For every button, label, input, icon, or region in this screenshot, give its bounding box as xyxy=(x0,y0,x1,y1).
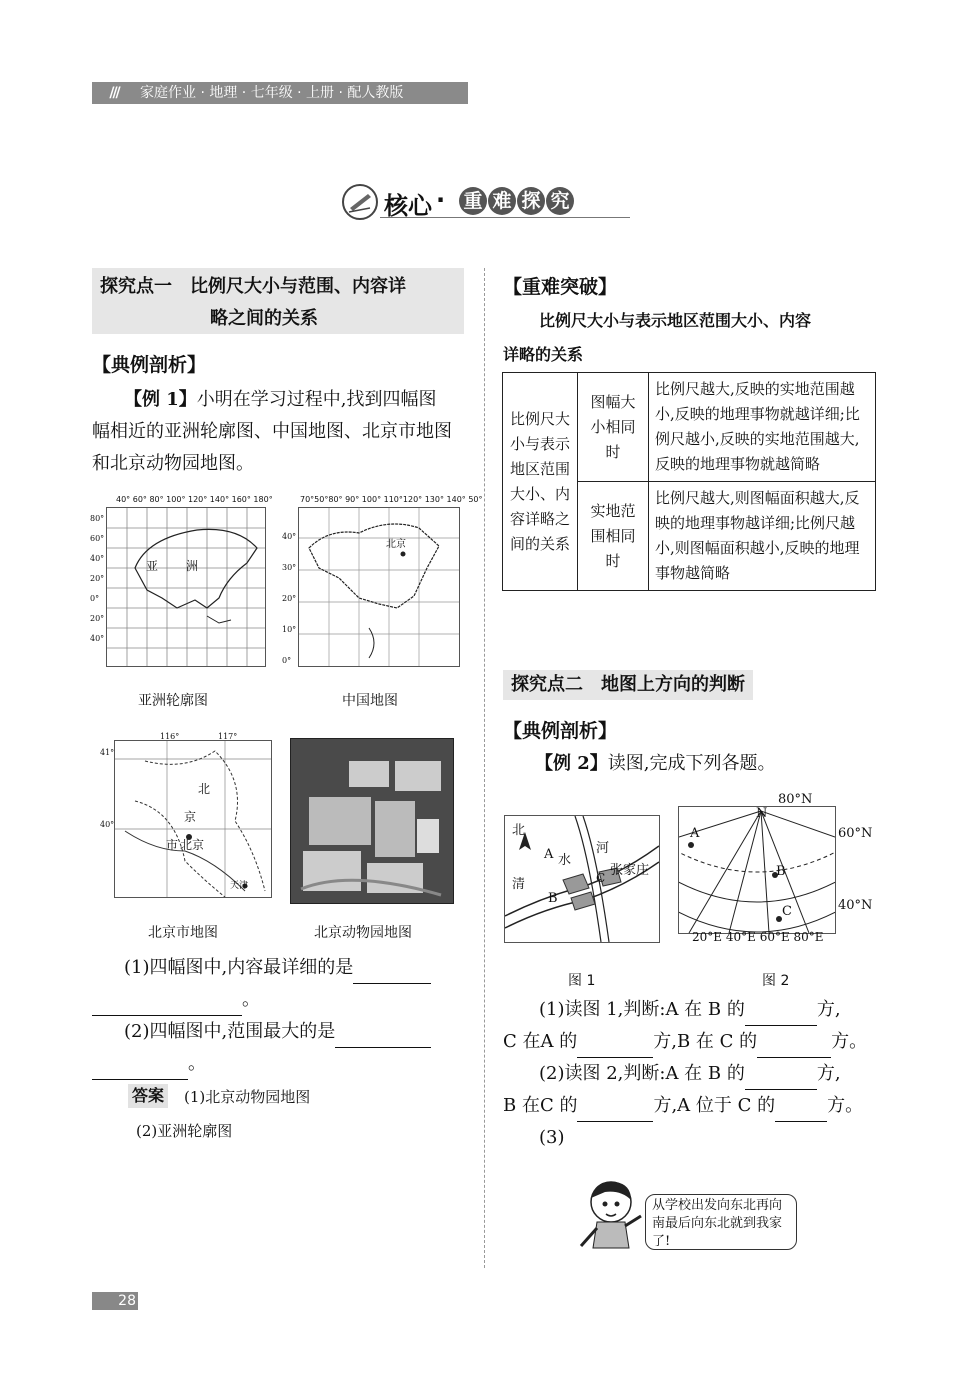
speech-bubble: 从学校出发向东北再向南最后向东北就到我家了! xyxy=(645,1194,797,1250)
bj-left-tick1: 41° xyxy=(100,748,115,757)
bj-left-tick2: 40° xyxy=(100,820,115,829)
q2-2b-blank1[interactable] xyxy=(577,1101,653,1122)
china-map-graphic xyxy=(298,507,460,667)
bj-tianjin-label: 天津 xyxy=(230,881,249,891)
china-tick: 10° xyxy=(282,625,297,634)
q2-blank-b[interactable] xyxy=(92,1059,188,1080)
q2-2b-text2: 方,A 位于 C 的 xyxy=(653,1095,776,1116)
q2-1b-blank1[interactable] xyxy=(577,1037,653,1058)
asia-tick: 40° xyxy=(90,554,105,563)
example-heading-right: 【典例剖析】 xyxy=(503,720,618,742)
section1-line2: 略之间的关系 xyxy=(210,308,318,329)
bj-label-shi: 市 xyxy=(166,838,179,852)
q2-1a-fang: 方, xyxy=(816,999,841,1020)
q2-2a-text: (2)读图 2,判断:A 在 B 的 xyxy=(539,1063,745,1084)
asia-label-ya: 亚 xyxy=(146,559,159,573)
china-top-ticks: 70°50°80° 90° 100° 110°120° 130° 140° 50° xyxy=(300,495,483,504)
table-cond-2: 实地范围相同时 xyxy=(578,482,649,591)
page-number: 28 xyxy=(92,1292,138,1310)
asia-map-graphic xyxy=(106,507,266,667)
china-tick: 0° xyxy=(282,656,292,665)
breakthrough-intro xyxy=(503,304,883,372)
q2-1b-blank2[interactable] xyxy=(757,1037,831,1058)
banner-circles xyxy=(458,187,574,215)
banner-underline xyxy=(380,217,630,218)
column-divider xyxy=(484,268,485,1268)
asia-tick: 40° xyxy=(90,634,105,643)
figure1 xyxy=(504,815,660,943)
answer-1: (1)北京动物园地图 xyxy=(184,1088,311,1106)
fig1-point-a: A xyxy=(544,847,554,862)
q2-2b-end: 方。 xyxy=(827,1095,864,1116)
bj-top-tick2: 117° xyxy=(218,732,238,741)
banner-char-3: 探 xyxy=(517,187,545,215)
bj-label-bei: 北 xyxy=(198,782,211,796)
cartoon-boy-icon xyxy=(575,1176,647,1254)
fig1-point-c: C xyxy=(596,871,606,885)
china-tick: 30° xyxy=(282,563,297,572)
fig1-point-b: B xyxy=(548,891,558,906)
fig1-shui: 水 xyxy=(558,853,572,868)
china-tick: 20° xyxy=(282,594,297,603)
intro-line1: 比例尺大小与表示地区范围大小、内容 xyxy=(539,311,812,330)
fig2-80n: 80°N xyxy=(778,792,813,807)
figure2-caption: 图 2 xyxy=(762,973,790,989)
bj-top-tick1: 116° xyxy=(160,732,180,741)
table-desc-1: 比例尺越大,反映的实地范围越小,反映的地理事物就越详细;比例尺越小,反映的实地范围越大,反映的地理事物就越简略 xyxy=(649,373,876,482)
q2-text: (2)四幅图中,范围最大的是 xyxy=(124,1021,336,1042)
header-slashes: /// xyxy=(109,85,119,101)
fig2-point-a: A xyxy=(690,826,700,841)
fig2-point-c: C xyxy=(782,904,792,919)
figure1-caption: 图 1 xyxy=(568,973,596,989)
asia-tick: 80° xyxy=(90,514,105,523)
fig1-he: 河 xyxy=(596,841,610,856)
zoo-caption: 北京动物园地图 xyxy=(314,925,412,941)
fig1-zhangjiazhuang: 张家庄 xyxy=(610,863,650,878)
fig2-north-pole: N xyxy=(756,806,768,821)
section1-title xyxy=(92,268,464,334)
banner-char-4: 究 xyxy=(546,187,574,215)
beijing-city-map xyxy=(100,732,272,902)
banner-char-2: 难 xyxy=(488,187,516,215)
example2-text xyxy=(535,748,776,780)
q2-3-text: (3) xyxy=(539,1127,565,1148)
header-title: 家庭作业 · 地理 · 七年级 · 上册 · 配人教版 xyxy=(140,85,404,101)
q2-period: 。 xyxy=(188,1053,206,1074)
q2-1b-end: 方。 xyxy=(831,1031,868,1052)
q2-1a-text: (1)读图 1,判断:A 在 B 的 xyxy=(539,999,745,1020)
figure1-map xyxy=(504,815,660,943)
intro-line2: 详略的关系 xyxy=(503,345,584,364)
example1-line3: 和北京动物园地图。 xyxy=(92,453,254,474)
zoo-map-graphic xyxy=(291,739,453,903)
beijing-caption: 北京市地图 xyxy=(148,925,218,941)
fig1-north: 北 xyxy=(512,823,526,838)
bj-label-jing: 京 xyxy=(184,810,197,824)
left-questions xyxy=(92,952,468,1080)
asia-left-ticks xyxy=(90,509,104,649)
banner-dot: · xyxy=(436,186,446,214)
book-header xyxy=(92,82,468,104)
fig2-longitudes: 20°E 40°E 60°E 80°E xyxy=(692,930,824,944)
asia-tick: 20° xyxy=(90,574,105,583)
q2-1b-text2: 方,B 在 C 的 xyxy=(653,1031,758,1052)
china-city-beijing: 北京 xyxy=(386,539,406,550)
banner-core: 核心 xyxy=(384,192,432,220)
asia-top-ticks: 40° 60° 80° 100° 120° 140° 160° 180° xyxy=(116,495,273,504)
q2-2b-blank2[interactable] xyxy=(775,1101,827,1122)
asia-caption: 亚洲轮廓图 xyxy=(138,693,208,709)
q1-blank-a[interactable] xyxy=(353,963,431,984)
section1-line1: 探究点一 比例尺大小与范围、内容详 xyxy=(100,276,406,297)
section-banner xyxy=(340,180,630,224)
q2-2a-blank[interactable] xyxy=(745,1069,817,1090)
table-row-header: 比例尺大小与表示地区范围大小、内容详略之间的关系 xyxy=(503,373,578,591)
example2-body: 读图,完成下列各题。 xyxy=(607,753,776,774)
table-cond-1: 图幅大小相同时 xyxy=(578,373,649,482)
example1-line1: 小明在学习过程中,找到四幅图 xyxy=(196,389,437,410)
right-questions xyxy=(503,994,883,1154)
asia-tick: 60° xyxy=(90,534,105,543)
q2-blank-a[interactable] xyxy=(335,1027,431,1048)
china-tick: 40° xyxy=(282,532,297,541)
china-caption: 中国地图 xyxy=(342,693,398,709)
example-heading-left: 【典例剖析】 xyxy=(92,354,207,376)
asia-outline-map xyxy=(90,495,273,670)
section2-title: 探究点二 地图上方向的判断 xyxy=(503,670,753,700)
answer-label: 答案 xyxy=(128,1084,168,1108)
asia-label-zhou: 洲 xyxy=(186,559,199,573)
example1-line2: 幅相近的亚洲轮廓图、中国地图、北京市地图 xyxy=(92,421,452,442)
china-left-ticks xyxy=(282,521,296,676)
fig2-40n: 40°N xyxy=(838,898,873,913)
breakthrough-heading: 【重难突破】 xyxy=(503,276,618,298)
q2-1b-text1: C 在A 的 xyxy=(503,1031,578,1052)
banner-char-1: 重 xyxy=(459,187,487,215)
figure2-map xyxy=(678,806,836,934)
q2-2a-fang: 方, xyxy=(816,1063,841,1084)
example1-tag: 【例 1】 xyxy=(124,389,197,410)
answer-2: (2)亚洲轮廓图 xyxy=(136,1122,233,1140)
q2-1a-blank[interactable] xyxy=(745,1005,817,1026)
example2-tag: 【例 2】 xyxy=(535,753,608,774)
q1-text: (1)四幅图中,内容最详细的是 xyxy=(124,957,354,978)
zoo-map xyxy=(290,738,454,904)
bj-city-label: 北京 xyxy=(180,838,205,852)
asia-tick: 0° xyxy=(90,594,100,603)
q1-period: 。 xyxy=(242,989,260,1010)
scale-relation-table xyxy=(502,372,876,591)
fig2-point-b: B xyxy=(776,864,786,879)
fig2-60n: 60°N xyxy=(838,826,873,841)
pencil-book-icon xyxy=(340,182,380,222)
q1-blank-b[interactable] xyxy=(92,995,242,1016)
asia-tick: 20° xyxy=(90,614,105,623)
q2-2b-text1: B 在C 的 xyxy=(503,1095,578,1116)
china-map xyxy=(282,495,483,670)
example1-text xyxy=(92,384,468,480)
fig1-qing: 清 xyxy=(512,877,526,892)
figure2 xyxy=(678,792,878,948)
table-desc-2: 比例尺越大,则图幅面积越大,反映的地理事物越详细;比例尺越小,则图幅面积越小,反映的地理事物越简略 xyxy=(649,482,876,591)
